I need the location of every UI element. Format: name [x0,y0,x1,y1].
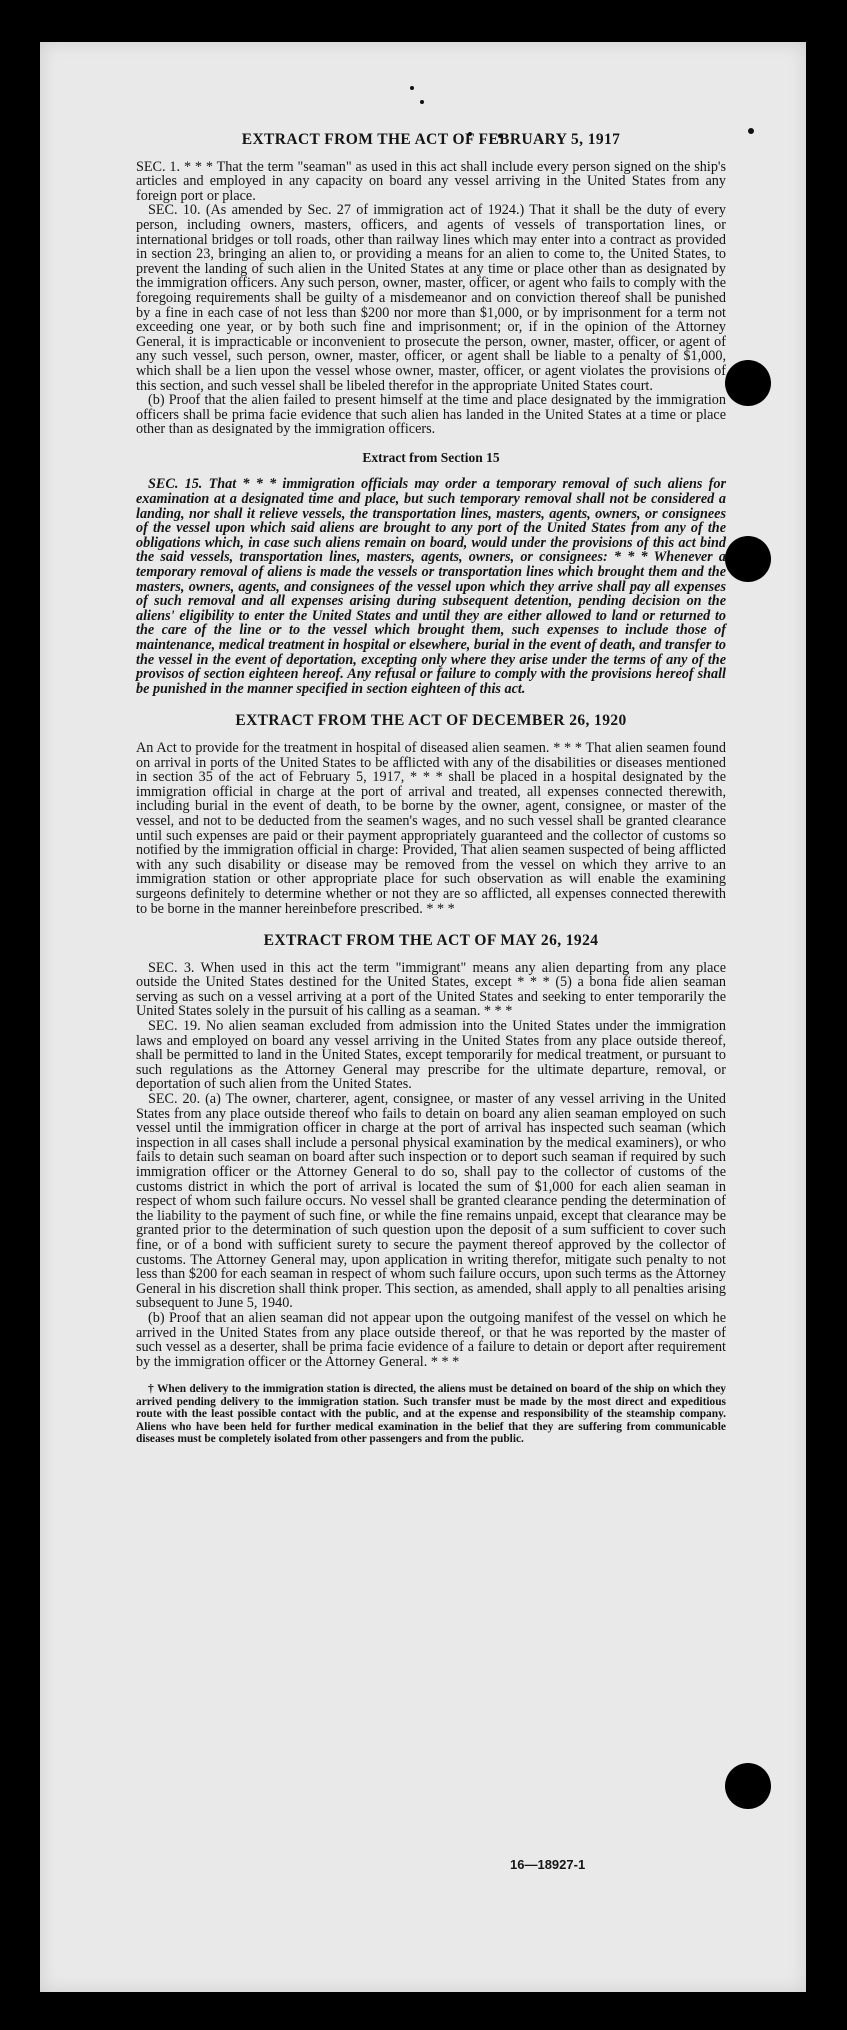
footnote: † When delivery to the immigration station is directed, the aliens must be detained on board of the ship on which they arrived pending delivery to the immigration station. Such transfer must be made by the most direct and expeditious route with the least possible contact with the public, and at the expense and responsibility of the steamship company. Aliens who have been held for further medical examination in the belief that they are suffering from communicable diseases must be completely isolated from other passengers and from the public. [136,1383,726,1445]
punch-hole [725,1763,771,1809]
paragraph-sec-10-b: (b) Proof that the alien failed to present himself at the time and place designated by the immigration officers shall be prima facie evidence that such alien has landed in the United States at a time or place other than as designated by the immigration officers. [136,392,726,438]
paper-speck [420,100,424,104]
paragraph-sec-20-b: (b) Proof that an alien seaman did not appear upon the outgoing manifest of the vessel on which he arrived in the United States from any place outside thereof, or that he was reported by the master of such vessel as a deserter, shall be prima facie evidence of a failure to detain or deport after requirement by the immigration officer or the Attorney General. * * * [136,1309,726,1370]
punch-hole [725,360,771,406]
heading-section-15: Extract from Section 15 [362,449,500,465]
paper-speck [410,86,414,90]
heading-act-1917: EXTRACT FROM THE ACT OF FEBRUARY 5, 1917 [241,131,621,148]
paragraph-sec-1: SEC. 1. * * * That the term "seaman" as used in this act shall include every person signed on the ship's articles and employed in any capacity on board any vessel arriving in the United States from any foreign port or place. [136,158,726,204]
paragraph-sec-20-a: SEC. 20. (a) The owner, charterer, agent, consignee, or master of any vessel arriving in the United States from any place outside thereof who fails to detain on board any alien seaman employed on such vessel until the immigration officer in charge at the port of arrival has inspected such seaman (which inspection in all cases shall include a personal physical examination by the medical examiners), or who fails to detain such seaman on board after such inspection or to deport such seaman if required by such immigration officer or the Attorney General to do so, shall pay to the collector of customs of the customs district in which the port of arrival is located the sum of $1,000 for each alien seaman in respect of whom such failure occurs. No vessel shall be granted clearance pending the determination of the liability to the payment of such fine, or while the fine remains unpaid, except that clearance may be granted prior to the determination of such question upon the deposit of a sum sufficient to cover such fine, or of a bond with sufficient surety to secure the payment thereof approved by the collector of customs. The Attorney General may, upon application in writing therefor, mitigate such penalty to not less than $200 for each seaman in respect of whom such failure occurs, upon such terms as the Attorney General in his discretion shall think proper. This section, as amended, shall apply to all penalties arising subsequent to June 5, 1940. [136,1091,726,1312]
form-number: 16—18927-1 [510,1857,586,1872]
paragraph-sec-3: SEC. 3. When used in this act the term "immigrant" means any alien departing from any place outside the United States destined for the United States, except * * * (5) a bona fide alien seaman serving as such on a vessel arriving at a port of the United States and seeking to enter temporarily the United States solely in the pursuit of his calling as a seaman. * * * [136,959,726,1020]
paper-speck [748,128,754,134]
heading-act-1924: EXTRACT FROM THE ACT OF MAY 26, 1924 [263,932,599,950]
paragraph-sec-10: SEC. 10. (As amended by Sec. 27 of immigration act of 1924.) That it shall be the duty of every person, including owners, masters, officers, and agents of vessels of transportation lines, or international bridges or toll roads, other than railway lines which may enter into a contract as provided in section 23, bringing an alien to, or providing a means for an alien to come to, the United States, to prevent the landing of such alien in the United States at any time or place other than as designated by the immigration officers. Any such person, owner, master, officer, or agent who fails to comply with the foregoing requirements shall be guilty of a misdemeanor and on conviction thereof shall be punished by a fine in each case of not less than $200 nor more than $1,000, or by imprisonment for a term not exceeding one year, or by both such fine and imprisonment; or, if in the opinion of the Attorney General, it is impracticable or inconvenient to prosecute the person, owner, master, officer, or agent of any such vessel, such person, owner, master, officer, or agent shall be liable to a penalty of $1,000, which shall be a lien upon the vessel whose owner, master, officer, or agent violates the provisions of this section, and such vessel shall be libeled therefor in the appropriate United States court. [136,202,726,394]
document-text [136,133,726,1445]
heading-act-1920: EXTRACT FROM THE ACT OF DECEMBER 26, 1920 [235,712,627,730]
paragraph-sec-19: SEC. 19. No alien seaman excluded from admission into the United States under the immigration laws and employed on board any vessel arriving in the United States from any place outside thereof, shall be permitted to land in the United States, except temporarily for medical treatment, or pursuant to such regulations as the Attorney General may prescribe for the ultimate departure, removal, or deportation of such alien from the United States. [136,1018,726,1093]
paragraph-act-1920: An Act to provide for the treatment in hospital of diseased alien seamen. * * * That alien seamen found on arrival in ports of the United States to be afflicted with any of the disabilities or diseases mentioned in section 35 of the act of February 5, 1917, * * * shall be placed in a hospital designated by the immigration official in charge at the port of arrival and treated, all expenses connected therewith, including burial in the event of death, to be borne by the owner, agent, consignee, or master of the vessel, and not to be deducted from the seamen's wages, and no such vessel shall be granted clearance until such expenses are paid or their payment appropriately guaranteed and the collector of customs so notified by the immigration official in charge: Provided, That alien seamen suspected of being afflicted with any such disability or disease may be removed from the vessel on which they arrive to an immigration station or other appropriate place for such observation as will enable the examining surgeons definitely to determine whether or not they are so afflicted, all expenses connected therewith to be borne in the manner hereinbefore prescribed. * * * [136,739,726,917]
punch-hole [725,536,771,582]
paragraph-sec-15: SEC. 15. That * * * immigration officials may order a temporary removal of such aliens for examination at a designated time and place, but such temporary removal shall not be considered a landing, nor shall it relieve vessels, the transportation lines, masters, agents, owners, or consignees of the vessel upon which said aliens are brought to any port of the United States from any of the obligations which, in case such aliens remain on board, would under the provisions of this act bind the said vessels, transportation lines, masters, agents, owners, or consignees: * * * Whenever a temporary removal of aliens is made the vessels or transportation lines which brought them and the masters, owners, agents, and consignees of the vessel upon which they arrive shall pay all expenses of such removal and all expenses arising during subsequent detention, pending decision on the aliens' eligibility to enter the United States and until they are either allowed to land or returned to the care of the line or to the vessel which brought them, such expenses to include those of maintenance, medical treatment in hospital or elsewhere, burial in the event of death, and transfer to the vessel in the event of deportation, excepting only where they arise under the terms of any of the provisos of section eighteen hereof. Any refusal or failure to comply with the provisions hereof shall be punished in the manner specified in section eighteen of this act. [136,476,726,697]
